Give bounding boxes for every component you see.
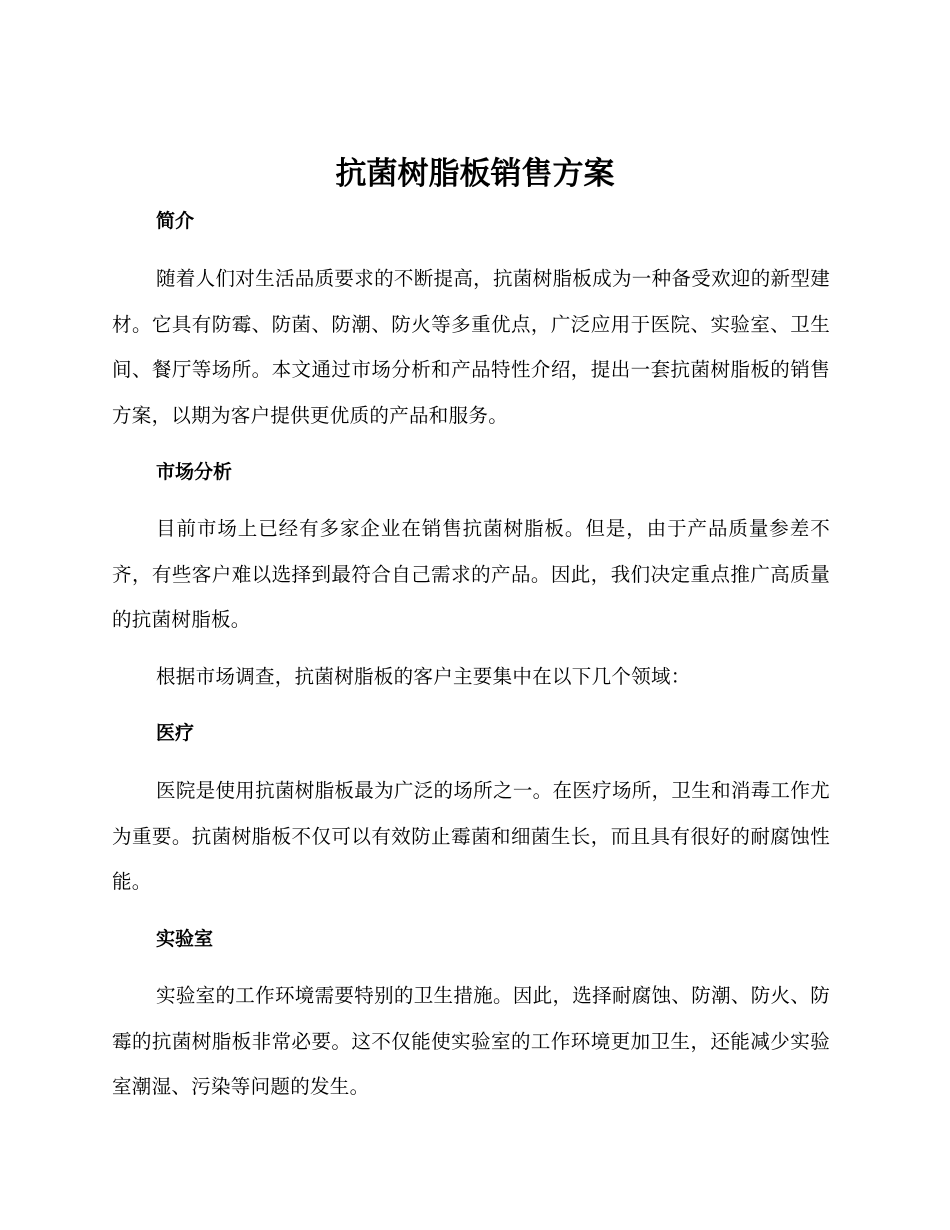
- paragraph-market-analysis-2: 根据市场调查，抗菌树脂板的客户主要集中在以下几个领域：: [156, 665, 691, 688]
- section-heading-medical: 医疗: [156, 722, 195, 744]
- paragraph-laboratory: 实验室的工作环境需要特别的卫生措施。因此，选择耐腐蚀、防潮、防火、防霉的抗菌树脂板非常必要。这不仅能使实验室的工作环境更加卫生，还能减少实验室潮湿、污染等问题的发生。: [112, 984, 830, 1098]
- paragraph-intro: 随着人们对生活品质要求的不断提高，抗菌树脂板成为一种备受欢迎的新型建材。它具有防霉、防菌、防潮、防火等多重优点，广泛应用于医院、实验室、卫生间、餐厅等场所。本文通过市场分析和产品特性介绍，提出一套抗菌树脂板的销售方案，以期为客户提供更优质的产品和服务。: [112, 267, 830, 427]
- section-heading-laboratory: 实验室: [156, 928, 214, 950]
- document-title: 抗菌树脂板销售方案: [335, 156, 615, 192]
- paragraph-market-analysis-1: 目前市场上已经有多家企业在销售抗菌树脂板。但是，由于产品质量参差不齐，有些客户难以选择到最符合自己需求的产品。因此，我们决定重点推广高质量的抗菌树脂板。: [112, 517, 830, 631]
- section-heading-intro: 简介: [156, 210, 195, 232]
- paragraph-medical: 医院是使用抗菌树脂板最为广泛的场所之一。在医疗场所，卫生和消毒工作尤为重要。抗菌树脂板不仅可以有效防止霉菌和细菌生长，而且具有很好的耐腐蚀性能。: [112, 779, 830, 893]
- section-heading-market-analysis: 市场分析: [156, 461, 233, 483]
